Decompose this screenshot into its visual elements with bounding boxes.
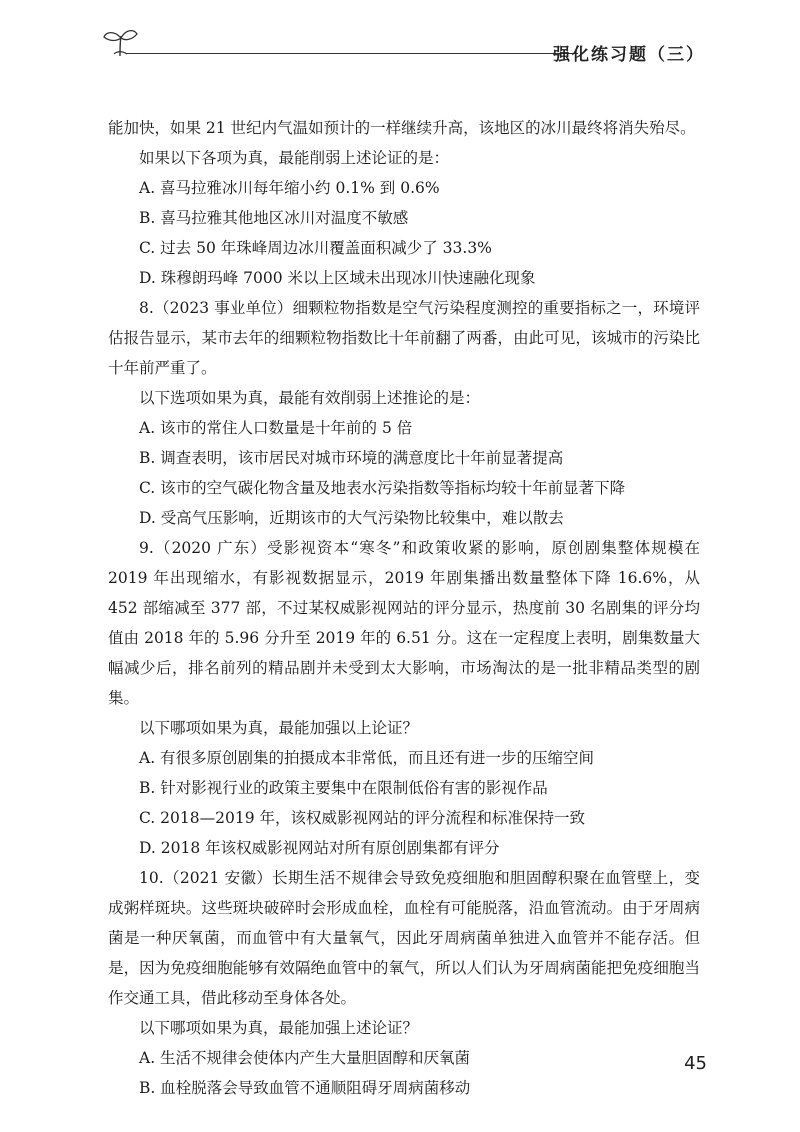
q8-option-c: C. 该市的空气碳化物含量及地表水污染指数等指标均较十年前显著下降 [139, 479, 626, 497]
q7-prompt: 如果以下各项为真，最能削弱上述论证的是： [139, 149, 450, 167]
q9-option-a: A. 有很多原创剧集的拍摄成本非常低，而且还有进一步的压缩空间 [139, 749, 595, 767]
q10-option-b: B. 血栓脱落会导致血管不通顺阻碍牙周病菌移动 [139, 1079, 471, 1097]
q9-option-d: D. 2018 年该权威影视网站对所有原创剧集都有评分 [139, 839, 500, 857]
q10-stem: 10.（2021 安徽）长期生活不规律会导致免疫细胞和胆固醇积聚在血管壁上，变成粥样斑块。这些斑块破碎时会形成血栓，血栓有可能脱落，沿血管流动。由于牙周病菌是一种厌氧菌，而血管中有大量氧气，因此牙周病菌单独进入血管并不能存活。但是，因为免疫细胞能够有效隔绝血管中的氧气，所以人们认为牙周病菌能把免疫细胞当作交通工具，借此移动至身体各处。 [108, 869, 700, 1007]
q8-option-d: D. 受高气压影响，近期该市的大气污染物比较集中，难以散去 [139, 509, 564, 527]
q8-prompt: 以下选项如果为真，最能有效削弱上述推论的是： [139, 389, 481, 407]
page-number: 45 [684, 1053, 707, 1074]
q9-prompt: 以下哪项如果为真，最能加强以上论证？ [139, 719, 419, 737]
q7-option-b: B. 喜马拉雅其他地区冰川对温度不敏感 [139, 209, 409, 227]
q9-option-c: C. 2018—2019 年，该权威影视网站的评分流程和标准保持一致 [139, 809, 585, 827]
q8-stem: 8.（2023 事业单位）细颗粒物指数是空气污染程度测控的重要指标之一，环境评估报告显示，某市去年的细颗粒物指数比十年前翻了两番，由此可见，该城市的污染比十年前严重了。 [108, 299, 700, 377]
q8-option-a: A. 该市的常住人口数量是十年前的 5 倍 [139, 419, 413, 437]
q9-stem: 9.（2020 广东）受影视资本“寒冬”和政策收紧的影响，原创剧集整体规模在 2019 年出现缩水，有影视数据显示，2019 年剧集播出数量整体下降 16.6%，从 452 部缩减至 377 部，不过某权威影视网站的评分显示，热度前 30 名剧集的评分均值由 2018 年的 5.96 分升至 2019 年的 6.51 分。这在一定程度上表明，剧集数量大幅减少后，排名前列的精品剧并未受到太大影响，市场淘汰的是一批非精品类型的剧集。 [108, 539, 700, 707]
q7-continuation: 能加快，如果 21 世纪内气温如预计的一样继续升高，该地区的冰川最终将消失殆尽。 [108, 119, 696, 137]
q7-option-c: C. 过去 50 年珠峰周边冰川覆盖面积减少了 33.3% [139, 239, 492, 257]
header-title: 强化练习题（三） [553, 45, 705, 65]
q10-option-a: A. 生活不规律会使体内产生大量胆固醇和厌氧菌 [139, 1049, 471, 1067]
header-rule [126, 53, 578, 54]
q9-option-b: B. 针对影视行业的政策主要集中在限制低俗有害的影视作品 [139, 779, 548, 797]
running-header [100, 26, 705, 66]
q7-option-a: A. 喜马拉雅冰川每年缩小约 0.1% 到 0.6% [139, 179, 440, 197]
q8-option-b: B. 调查表明，该市居民对城市环境的满意度比十年前显著提高 [139, 449, 564, 467]
q7-option-d: D. 珠穆朗玛峰 7000 米以上区域未出现冰川快速融化现象 [139, 269, 536, 287]
q10-prompt: 以下哪项如果为真，最能加强上述论证？ [139, 1019, 419, 1037]
page-body [108, 113, 700, 1103]
